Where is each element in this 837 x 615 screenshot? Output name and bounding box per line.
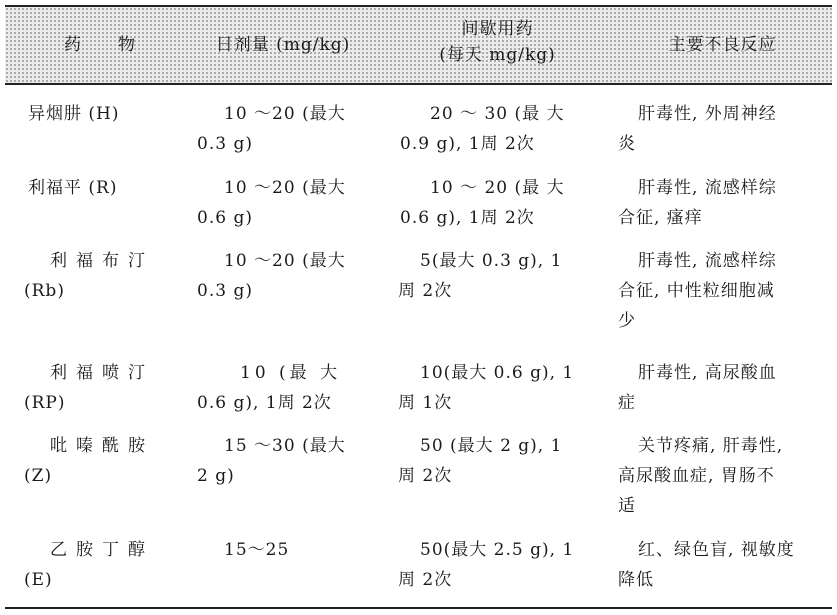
header-daily-dose: 日剂量 (mg/kg)	[215, 35, 351, 55]
row-adverse	[618, 246, 837, 336]
row-daily-dose	[224, 535, 404, 565]
row-adverse	[618, 173, 837, 233]
intermittent-line: 周 1次	[398, 393, 453, 413]
row-intermittent	[400, 173, 635, 233]
header-adverse-reactions: 主要不良反应	[668, 35, 777, 55]
row-intermittent	[398, 535, 625, 595]
row-daily-dose	[197, 358, 420, 418]
adverse-line: 肝毒性, 流感样综	[638, 178, 777, 198]
row-drug	[28, 173, 188, 203]
dose-line: 15 ～30 (最大	[224, 436, 346, 456]
row-daily-dose	[197, 246, 404, 306]
drug-line: (Z)	[24, 466, 53, 486]
intermittent-line: 10 ～ 20 (最 大	[430, 178, 565, 198]
dose-line: 0.6 g)	[197, 208, 253, 228]
header-intermittent-line: (每天 mg/kg)	[439, 45, 556, 65]
dose-line: 10 ～20 (最大	[224, 251, 346, 271]
drug-line: 利福布汀	[50, 251, 154, 271]
drug-line: 利福平 (R)	[28, 178, 118, 198]
drug-line: 吡嗪酰胺	[50, 436, 154, 456]
intermittent-line: 0.9 g), 1周 2次	[400, 134, 535, 154]
dose-line: 10 ～20 (最大	[224, 178, 346, 198]
adverse-line: 肝毒性, 外周神经	[638, 104, 777, 124]
drug-line: (E)	[24, 570, 53, 590]
adverse-line: 肝毒性, 高尿酸血	[638, 363, 777, 383]
row-adverse	[618, 535, 837, 595]
dose-line: 0.6 g), 1周 2次	[197, 393, 332, 413]
drug-line: 利福喷汀	[50, 363, 154, 383]
row-adverse	[618, 358, 837, 418]
adverse-line: 少	[618, 311, 636, 331]
dose-line: 10 (最 大	[240, 363, 342, 383]
drug-line: (Rb)	[24, 281, 65, 301]
dose-line: 2 g)	[197, 466, 235, 486]
intermittent-line: 50 (最大 2 g), 1	[420, 436, 563, 456]
row-drug	[24, 431, 210, 491]
row-drug	[24, 535, 210, 595]
intermittent-line: 周 2次	[398, 570, 453, 590]
row-drug	[24, 358, 210, 418]
intermittent-line: 周 2次	[398, 281, 453, 301]
header-intermittent-line: 间歇用药	[461, 19, 534, 39]
adverse-line: 症	[618, 393, 636, 413]
adverse-line: 高尿酸血症, 胃肠不	[618, 466, 775, 486]
table-bottom-rule	[5, 607, 832, 609]
intermittent-line: 20 ～ 30 (最 大	[430, 104, 565, 124]
dose-line: 0.3 g)	[197, 281, 253, 301]
row-drug	[28, 99, 188, 129]
dose-line: 10 ～20 (最大	[224, 104, 346, 124]
row-drug	[24, 246, 210, 306]
row-intermittent	[398, 358, 625, 418]
row-daily-dose	[197, 173, 404, 233]
row-intermittent	[398, 431, 625, 491]
intermittent-line: 周 2次	[398, 466, 453, 486]
intermittent-line: 5(最大 0.3 g), 1	[420, 251, 563, 271]
adverse-line: 适	[618, 496, 636, 516]
header-intermittent	[395, 14, 600, 70]
adverse-line: 合征, 中性粒细胞减	[618, 281, 775, 301]
row-adverse	[618, 431, 837, 521]
table-header-rule	[5, 83, 832, 85]
drug-line: 乙胺丁醇	[50, 540, 154, 560]
intermittent-line: 0.6 g), 1周 2次	[400, 208, 535, 228]
drug-line: 异烟肼 (H)	[28, 104, 120, 124]
row-intermittent	[400, 99, 635, 159]
adverse-line: 合征, 瘙痒	[618, 208, 703, 228]
adverse-line: 红、绿色盲, 视敏度	[638, 540, 795, 560]
row-adverse	[618, 99, 837, 159]
dose-line: 0.3 g)	[197, 134, 253, 154]
row-daily-dose	[197, 99, 404, 159]
drug-line: (RP)	[24, 393, 66, 413]
intermittent-line: 10(最大 0.6 g), 1	[420, 363, 575, 383]
dose-line: 15～25	[224, 540, 290, 560]
row-intermittent	[398, 246, 625, 306]
row-daily-dose	[197, 431, 404, 491]
intermittent-line: 50(最大 2.5 g), 1	[420, 540, 575, 560]
adverse-line: 降低	[618, 570, 654, 590]
adverse-line: 肝毒性, 流感样综	[638, 251, 777, 271]
header-drug: 药 物	[64, 35, 136, 55]
adverse-line: 炎	[618, 134, 636, 154]
adverse-line: 关节疼痛, 肝毒性,	[638, 436, 784, 456]
